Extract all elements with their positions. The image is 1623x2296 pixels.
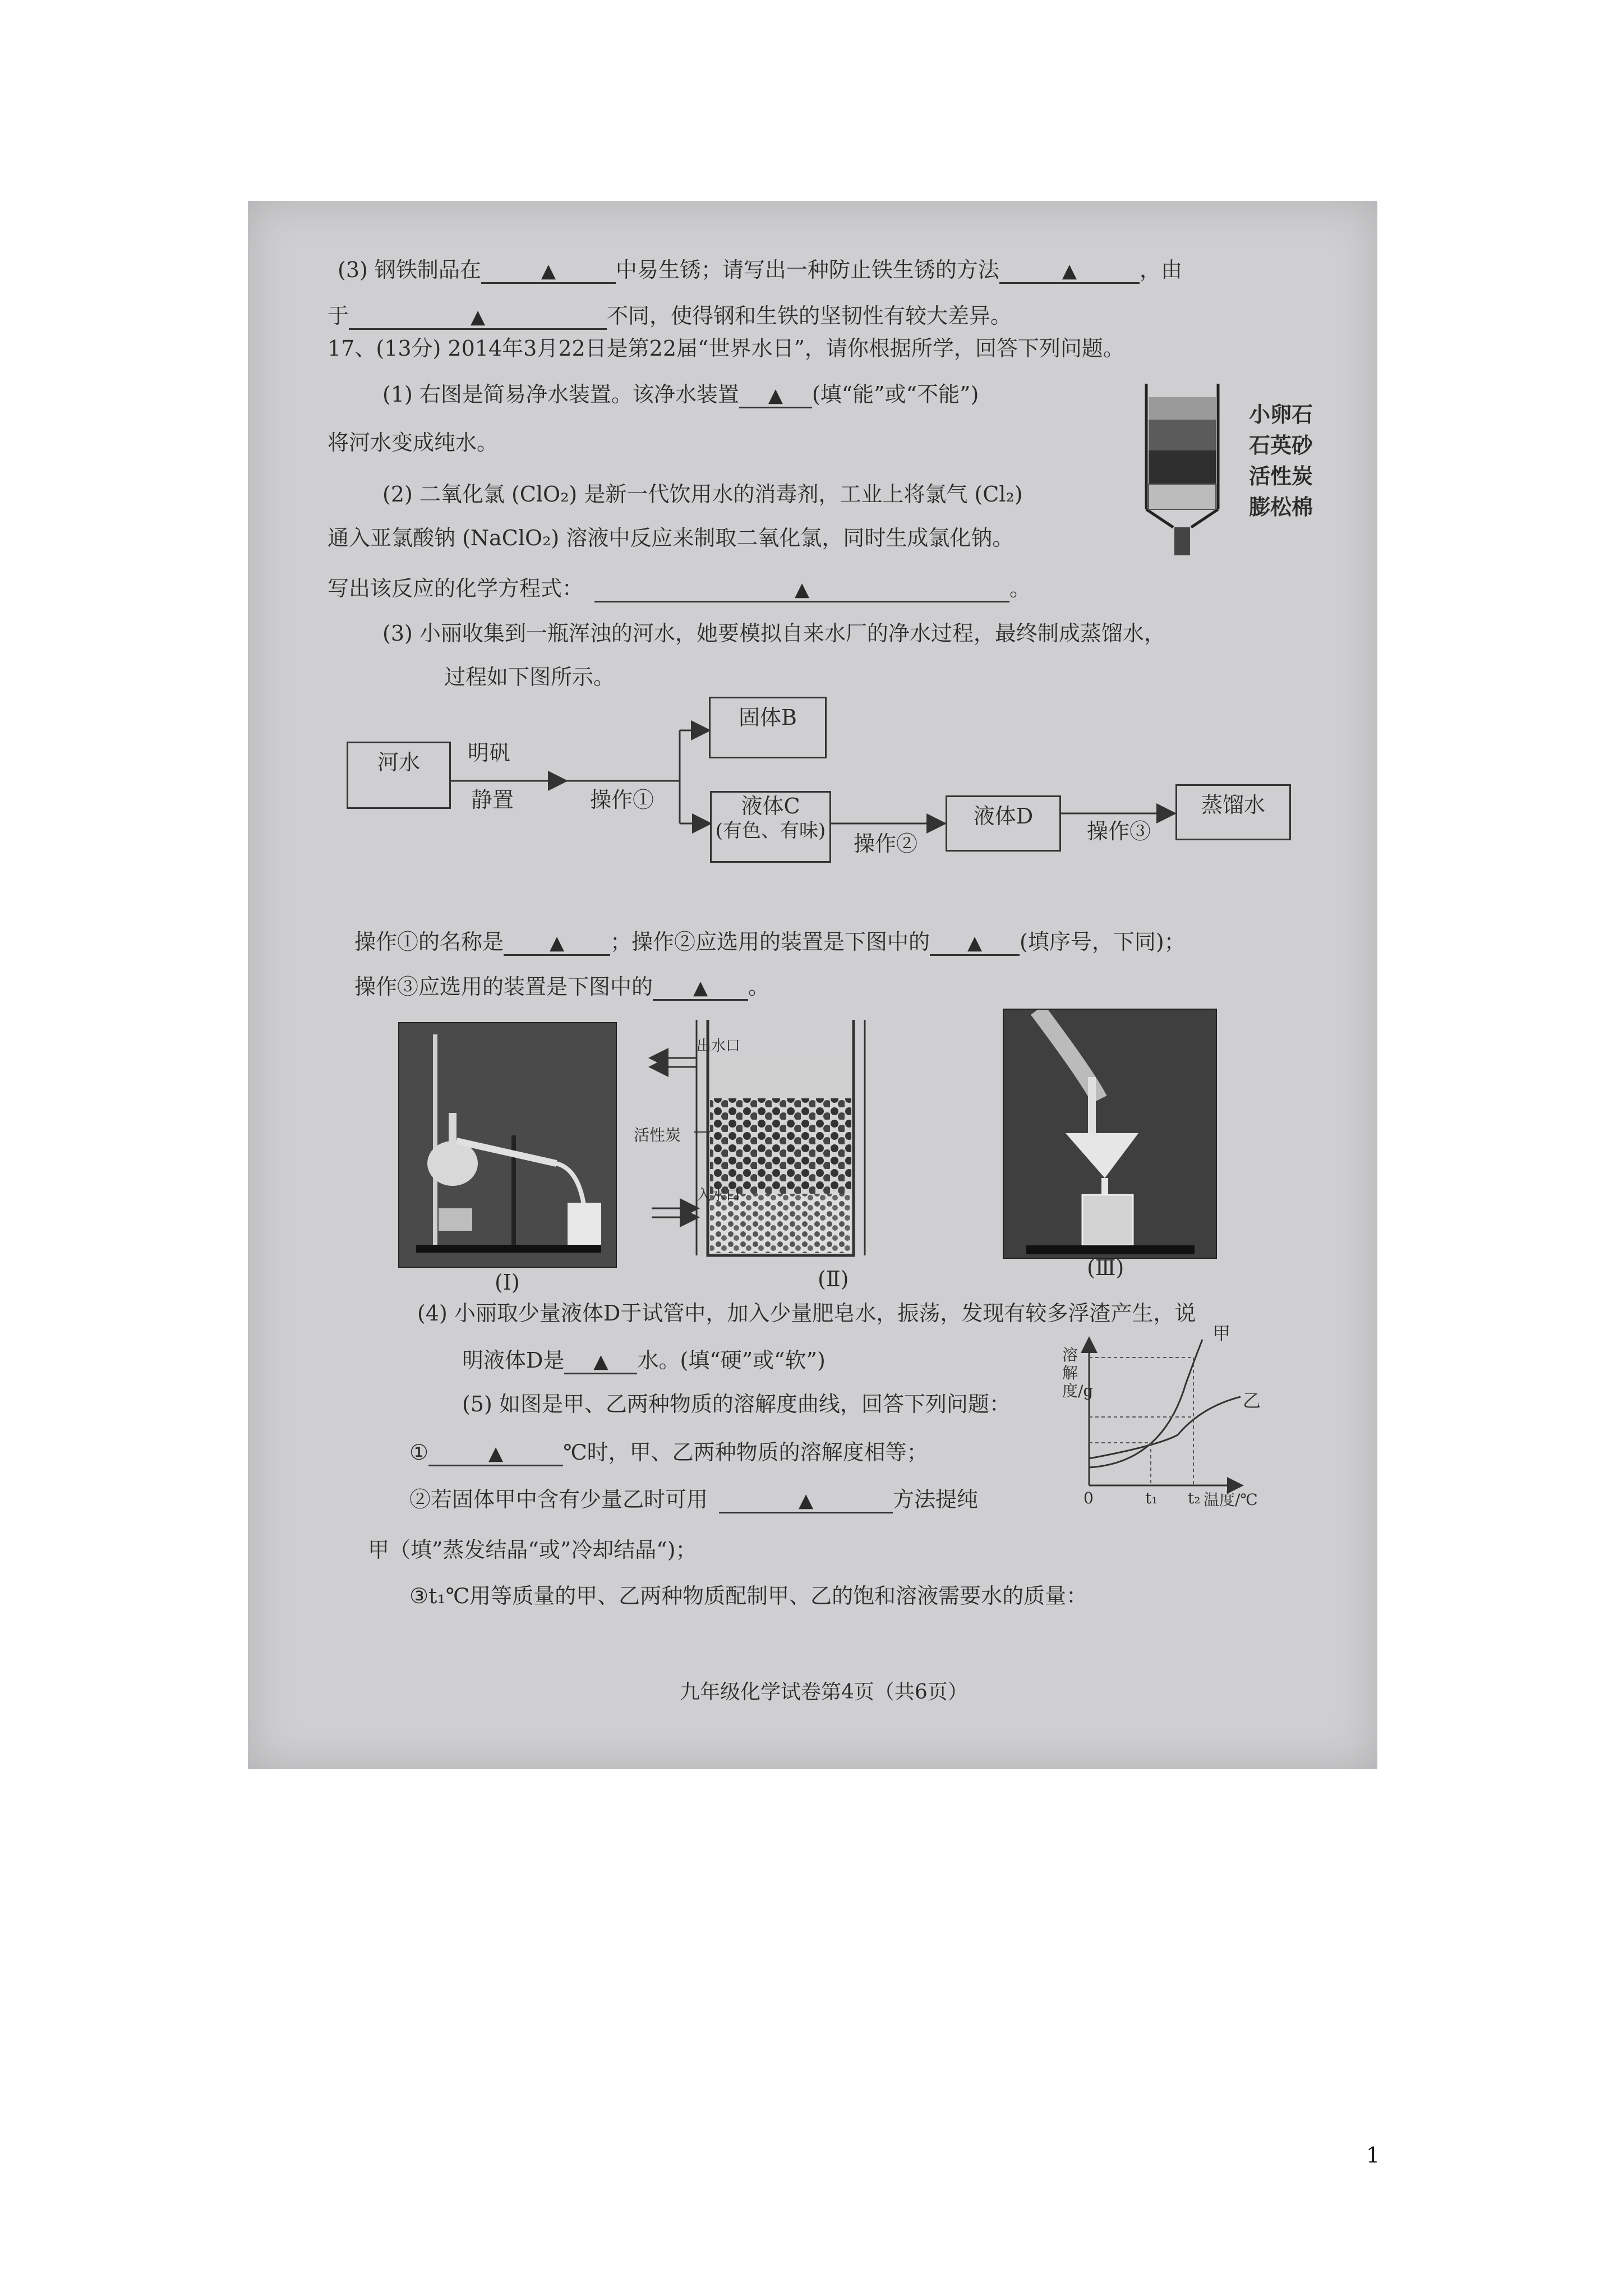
answer-blank[interactable]: ▲ (428, 1441, 563, 1466)
question-line: 操作①的名称是 ▲ ；操作②应选用的装置是下图中的 ▲ (填序号，下同)； (354, 929, 1186, 956)
label-activated-carbon: 活性炭 (634, 1126, 681, 1144)
answer-blank[interactable]: ▲ (481, 259, 616, 284)
question-line: 通入亚氯酸钠 (NaClO₂) 溶液中反应来制取二氧化氯，同时生成氯化钠。 (328, 526, 1014, 550)
apparatus-caption-1: (Ⅰ) (495, 1270, 520, 1295)
legend-jia: 甲 (1212, 1323, 1231, 1344)
answer-blank[interactable]: ▲ (930, 931, 1020, 956)
answer-blank[interactable]: ▲ (504, 931, 610, 956)
filtration-illustration (1004, 1010, 1216, 1258)
question-line: (3) 钢铁制品在 ▲ 中易生锈；请写出一种防止铁生锈的方法 ▲ ，由 (338, 257, 1182, 284)
chart-t2: t₂ (1188, 1489, 1201, 1507)
question-line: 明液体D是 ▲ 水。(填“硬”或“软”) (462, 1347, 826, 1374)
solubility-curve-chart (1055, 1334, 1246, 1502)
distillation-apparatus-photo (398, 1022, 617, 1268)
question-line: 操作③应选用的装置是下图中的 ▲ 。 (354, 974, 769, 1001)
flow-box-liquid-c: 液体C (有色、有味) (710, 791, 831, 863)
apparatus-caption-3: (Ⅲ) (1087, 1255, 1124, 1280)
question-line: (3) 小丽收集到一瓶浑浊的河水，她要模拟自来水厂的净水过程，最终制成蒸馏水， (382, 621, 1165, 646)
answer-blank[interactable]: ▲ (653, 976, 748, 1001)
question-17-title: 17、(13分) 2014年3月22日是第22届“世界水日”，请你根据所学，回答下列问题。 (328, 336, 1124, 361)
question-line: ① ▲ ℃时，甲、乙两种物质的溶解度相等； (409, 1439, 928, 1466)
flow-label-op1: 操作① (590, 788, 654, 812)
question-line: (1) 右图是简易净水装置。该净水装置 ▲ (填“能”或“不能”) (382, 381, 979, 408)
flow-box-river-water: 河水 (347, 742, 451, 809)
question-line: ③t₁℃用等质量的甲、乙两种物质配制甲、乙的饱和溶液需要水的质量： (409, 1584, 1088, 1608)
scanned-exam-page (248, 201, 1377, 1769)
flow-box-liquid-d: 液体D (946, 795, 1061, 852)
chart-origin: 0 (1083, 1489, 1094, 1507)
flow-box-distilled-water: 蒸馏水 (1175, 784, 1291, 840)
answer-blank[interactable]: ▲ (594, 577, 1009, 602)
question-line: ②若固体甲中含有少量乙时可用 ▲ 方法提纯 (409, 1487, 978, 1513)
chart-t1: t₁ (1145, 1489, 1158, 1507)
answer-blank[interactable]: ▲ (564, 1349, 637, 1374)
question-line: 写出该反应的化学方程式： ▲ 。 (328, 576, 1031, 602)
answer-blank[interactable]: ▲ (999, 259, 1140, 284)
answer-blank[interactable]: ▲ (349, 305, 607, 330)
flow-label-op2: 操作② (854, 831, 918, 856)
chart-y-label: 溶解度/g (1062, 1346, 1094, 1400)
question-line: (2) 二氧化氯 (ClO₂) 是新一代饮用水的消毒剂，工业上将氯气 (Cl₂) (382, 482, 1023, 507)
filter-label-activated-carbon: 活性炭 (1249, 463, 1313, 489)
label-inlet: 入水口 (697, 1187, 741, 1204)
legend-yi: 乙 (1243, 1390, 1261, 1411)
filtration-apparatus-photo (1003, 1009, 1217, 1259)
question-line: 将河水变成纯水。 (328, 430, 499, 455)
chart-x-label: 温度/℃ (1204, 1490, 1258, 1509)
question-line: 过程如下图所示。 (444, 665, 615, 689)
label-outlet: 出水口 (697, 1038, 741, 1055)
apparatus-caption-2: (Ⅱ) (818, 1267, 849, 1291)
page-footer: 九年级化学试卷第4页（共6页） (680, 1681, 968, 1704)
curve-jia (1089, 1340, 1202, 1467)
answer-blank[interactable]: ▲ (739, 383, 812, 408)
flow-label-op3: 操作③ (1087, 819, 1151, 844)
filter-label-pebble: 小卵石 (1249, 402, 1313, 427)
filter-label-cotton: 膨松棉 (1249, 494, 1313, 519)
flow-label-alum: 明矾 (468, 740, 511, 765)
filter-label-quartz-sand: 石英砂 (1249, 432, 1313, 458)
flow-label-settle: 静置 (471, 788, 514, 812)
question-line: 甲（填”蒸发结晶“或”冷却结晶“)； (368, 1538, 697, 1562)
page-number: 1 (1366, 2143, 1380, 2168)
answer-blank[interactable]: ▲ (719, 1488, 893, 1513)
question-line: (4) 小丽取少量液体D于试管中，加入少量肥皂水，振荡，发现有较多浮渣产生，说 (417, 1301, 1196, 1326)
flow-box-solid-b: 固体B (709, 697, 827, 758)
distillation-illustration (399, 1023, 616, 1267)
question-line: 于 ▲ 不同，使得钢和生铁的坚韧性有较大差异。 (328, 303, 1012, 330)
question-line: (5) 如图是甲、乙两种物质的溶解度曲线，回答下列问题： (462, 1392, 1011, 1416)
